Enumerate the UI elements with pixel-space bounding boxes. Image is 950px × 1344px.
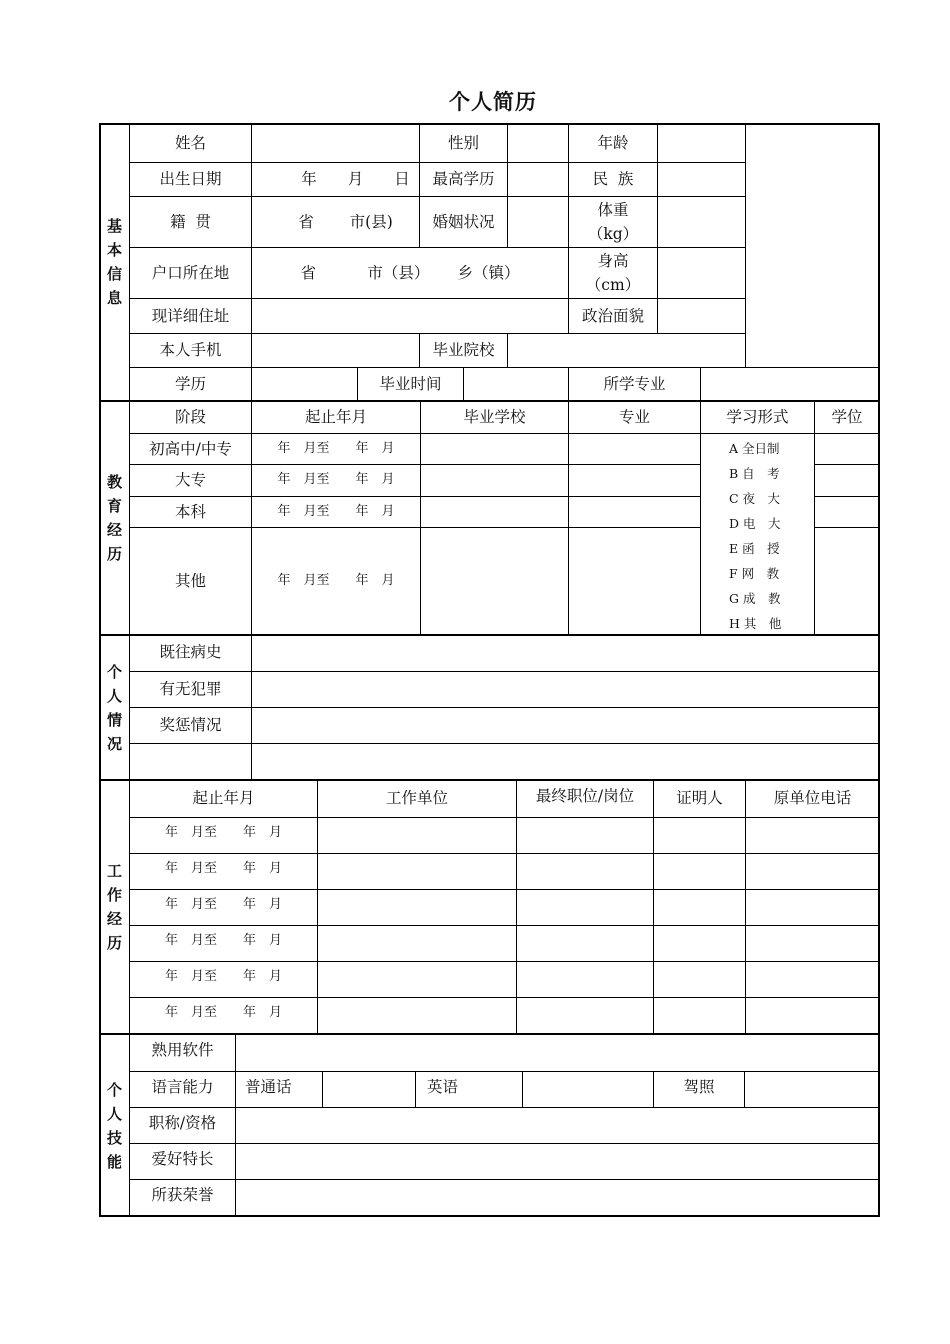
study-mode-option[interactable]: H 其 他 xyxy=(729,616,782,631)
height-unit: （cm） xyxy=(585,276,641,294)
degree-field[interactable] xyxy=(252,368,357,400)
edu-period-field[interactable]: 年 月至 年 月 xyxy=(277,472,395,488)
grid-line xyxy=(317,781,318,1033)
section-label-work: 工 作 经 历 xyxy=(106,862,122,952)
work-period-field[interactable]: 年 月至 年 月 xyxy=(164,1004,282,1020)
education-level-label: 最高学历 xyxy=(432,170,495,189)
criminal-record-field[interactable] xyxy=(252,672,879,707)
age-label: 年龄 xyxy=(597,134,629,153)
age-field[interactable] xyxy=(658,125,745,162)
hobby-label: 爱好特长 xyxy=(151,1149,214,1168)
hobby-field[interactable] xyxy=(236,1144,879,1179)
phone-label: 本人手机 xyxy=(159,341,222,360)
grid-line xyxy=(415,1071,416,1107)
school-field[interactable] xyxy=(508,334,745,367)
edu-header-mode: 学习形式 xyxy=(726,408,789,427)
license-field[interactable] xyxy=(745,1072,879,1107)
title-cert-field[interactable] xyxy=(236,1108,879,1143)
edu-header-stage: 阶段 xyxy=(174,408,206,427)
birth-label: 出生日期 xyxy=(159,170,222,189)
political-label: 政治面貌 xyxy=(581,306,644,325)
marital-field[interactable] xyxy=(508,197,568,247)
section-label-basic: 基 本 信 息 xyxy=(106,217,122,307)
political-field[interactable] xyxy=(658,299,745,333)
mandarin-field[interactable] xyxy=(323,1072,415,1107)
work-header-position: 最终职位/岗位 xyxy=(535,786,635,805)
grad-time-label: 毕业时间 xyxy=(379,374,442,393)
work-header-reference: 证明人 xyxy=(676,788,723,807)
origin-label: 籍 贯 xyxy=(170,212,211,231)
rewards-label: 奖惩情况 xyxy=(159,715,222,734)
edu-header-period: 起止年月 xyxy=(304,408,367,427)
work-header-company: 工作单位 xyxy=(385,788,448,807)
study-mode-option[interactable]: A 全日制 xyxy=(729,441,780,456)
page-title: 个人简历 xyxy=(449,90,537,114)
grid-line xyxy=(815,464,879,465)
extra-field[interactable] xyxy=(252,744,879,779)
major-label: 所学专业 xyxy=(603,374,666,393)
section-label-personal: 个 人 情 况 xyxy=(106,662,122,753)
study-mode-option[interactable]: D 电 大 xyxy=(729,516,781,531)
height-label-text: 身高 xyxy=(597,251,629,270)
license-label: 驾照 xyxy=(683,1077,715,1096)
grid-line xyxy=(516,781,517,1033)
gender-label: 性别 xyxy=(447,134,479,153)
grad-time-field[interactable] xyxy=(464,368,568,400)
grid-line xyxy=(815,496,879,497)
section-label-skills: 个 人 技 能 xyxy=(106,1080,122,1171)
weight-unit: （kg） xyxy=(587,225,639,243)
work-period-field[interactable]: 年 月至 年 月 xyxy=(164,968,282,984)
work-period-field[interactable]: 年 月至 年 月 xyxy=(164,896,282,912)
study-mode-option[interactable]: F 网 教 xyxy=(729,566,780,581)
height-label xyxy=(569,248,657,298)
weight-label xyxy=(569,197,657,247)
english-label: 英语 xyxy=(427,1077,459,1096)
study-mode-option[interactable]: E 函 授 xyxy=(729,541,780,556)
study-mode-option[interactable]: G 成 教 xyxy=(729,591,781,606)
name-label: 姓名 xyxy=(174,134,206,153)
edu-stage-college: 大专 xyxy=(174,471,206,490)
edu-stage-highschool: 初高中/中专 xyxy=(149,439,232,458)
honors-label: 所获荣誉 xyxy=(151,1185,214,1204)
edu-stage-other: 其他 xyxy=(174,571,206,590)
medical-history-field[interactable] xyxy=(252,636,879,671)
grid-line xyxy=(745,781,746,1033)
edu-period-field[interactable]: 年 月至 年 月 xyxy=(277,440,395,456)
english-field[interactable] xyxy=(523,1072,653,1107)
extra-label xyxy=(130,744,251,779)
edu-period-field[interactable]: 年 月至 年 月 xyxy=(277,503,395,519)
title-cert-label: 职称/资格 xyxy=(148,1113,217,1132)
phone-field[interactable] xyxy=(252,334,419,367)
work-period-field[interactable]: 年 月至 年 月 xyxy=(164,824,282,840)
medical-history-label: 既往病史 xyxy=(159,643,222,662)
study-mode-option[interactable]: B 自 考 xyxy=(729,466,780,481)
grid-line xyxy=(420,401,421,634)
school-label: 毕业院校 xyxy=(432,341,495,360)
work-header-phone: 原单位电话 xyxy=(773,788,852,807)
edu-header-degree: 学位 xyxy=(831,408,863,427)
height-field[interactable] xyxy=(658,248,745,298)
ethnic-label: 民 族 xyxy=(592,170,634,189)
birth-field[interactable]: 年 月 日 xyxy=(301,170,410,189)
grid-line xyxy=(568,401,569,634)
rewards-field[interactable] xyxy=(252,708,879,743)
weight-label-text: 体重 xyxy=(597,200,629,219)
software-label: 熟用软件 xyxy=(151,1040,214,1059)
address-label: 现详细住址 xyxy=(151,306,230,325)
hukou-label: 户口所在地 xyxy=(151,263,230,282)
grid-line xyxy=(814,401,815,634)
section-label-education: 教 育 经 历 xyxy=(106,472,122,563)
work-period-field[interactable]: 年 月至 年 月 xyxy=(164,932,282,948)
honors-field[interactable] xyxy=(236,1180,879,1215)
ethnic-field[interactable] xyxy=(658,163,745,196)
origin-field[interactable]: 省 市(县) xyxy=(298,212,393,231)
work-header-period: 起止年月 xyxy=(192,788,255,807)
hukou-field[interactable]: 省 市（县） 乡（镇） xyxy=(300,263,520,282)
criminal-record-label: 有无犯罪 xyxy=(159,679,222,698)
education-level-field[interactable] xyxy=(508,163,568,196)
edu-stage-bachelor: 本科 xyxy=(174,502,206,521)
edu-header-school: 毕业学校 xyxy=(463,408,526,427)
language-label: 语言能力 xyxy=(151,1077,214,1096)
grid-line xyxy=(815,527,879,528)
grid-line xyxy=(653,781,654,1033)
degree-label: 学历 xyxy=(174,374,206,393)
mandarin-label: 普通话 xyxy=(245,1077,292,1096)
weight-field[interactable] xyxy=(658,197,745,247)
major-field[interactable] xyxy=(701,368,879,400)
address-field[interactable] xyxy=(252,299,568,333)
study-mode-option[interactable]: C 夜 大 xyxy=(729,491,781,506)
photo-area[interactable] xyxy=(746,124,879,367)
edu-period-field[interactable]: 年 月至 年 月 xyxy=(277,572,395,588)
gender-field[interactable] xyxy=(508,125,568,162)
software-field[interactable] xyxy=(236,1035,879,1071)
work-period-field[interactable]: 年 月至 年 月 xyxy=(164,860,282,876)
marital-label: 婚姻状况 xyxy=(432,212,495,231)
name-field[interactable] xyxy=(252,125,419,162)
grid-line xyxy=(700,401,701,634)
study-mode-list xyxy=(729,436,781,636)
edu-header-major: 专业 xyxy=(618,408,650,427)
